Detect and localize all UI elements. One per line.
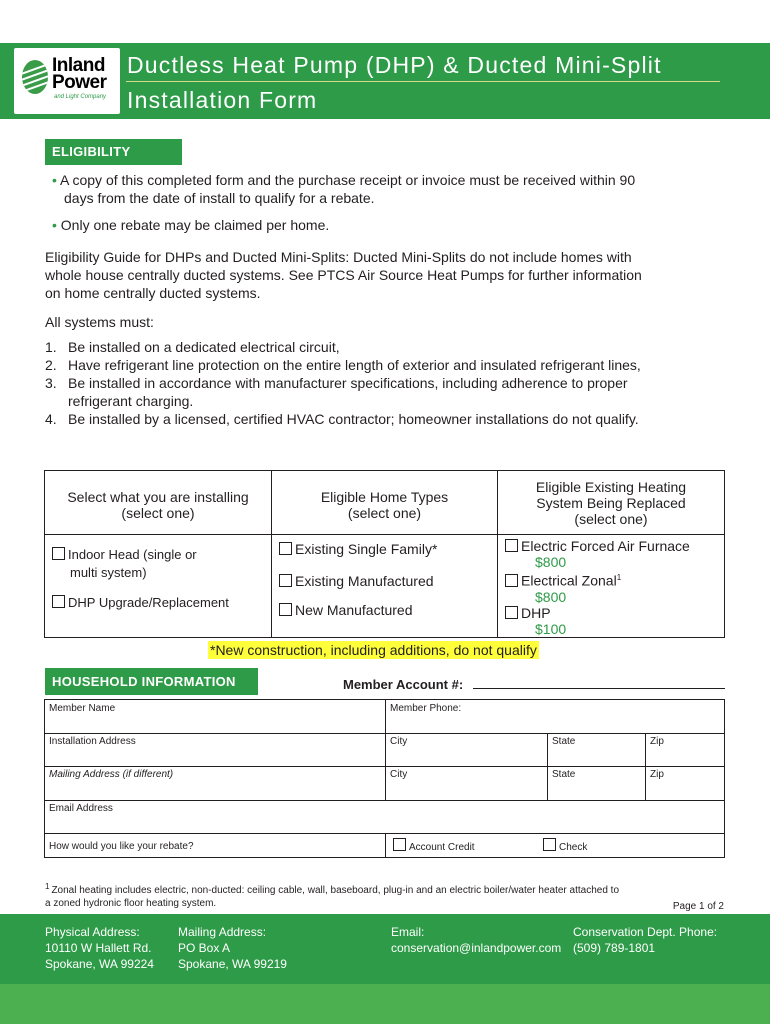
install-city-field[interactable]: City (390, 736, 408, 747)
household-section-label: HOUSEHOLD INFORMATION (45, 668, 258, 695)
requirement-4 (45, 410, 57, 428)
bullet-dot-icon: • (52, 172, 57, 188)
eligibility-bullet-1 (52, 171, 635, 189)
heating-dhp[interactable] (505, 605, 724, 621)
physical-address-label: Physical Address: (45, 925, 140, 939)
logo-text-inland: Inland (52, 55, 105, 76)
option-indoor-head[interactable] (52, 546, 271, 564)
physical-address-block (45, 924, 154, 972)
email-label: Email: (391, 925, 425, 939)
dhp-upgrade-checkbox[interactable] (52, 595, 65, 608)
electrical-zonal-checkbox[interactable] (505, 574, 518, 587)
existing-manufactured-label: Existing Manufactured (295, 573, 434, 589)
mailing-address-block (178, 924, 287, 972)
logo-tagline: and Light Company (54, 94, 107, 100)
home-type-existing-manufactured[interactable] (279, 572, 497, 590)
physical-address-street: 10110 W Hallett Rd. (45, 941, 152, 955)
requirement-3 (45, 374, 57, 392)
mailing-city-field[interactable]: City (390, 769, 408, 780)
footnote-line1: Zonal heating includes electric, non-ducted: ceiling cable, wall, baseboard, plug-in and an electric boiler/water heater attached to (51, 885, 620, 897)
home-type-new-manufactured[interactable] (279, 601, 497, 619)
logo-text-power: Power (52, 72, 107, 93)
member-account-label: Member Account #: (343, 677, 464, 692)
grid-col-divider (645, 733, 646, 800)
requirement-1 (45, 338, 57, 356)
install-state-field[interactable]: State (552, 736, 576, 747)
req-num: 4. (45, 411, 57, 427)
mailing-address-city: Spokane, WA 99219 (178, 957, 287, 971)
electrical-zonal-rebate: $800 (535, 588, 567, 605)
electrical-zonal-label: Electrical Zonal (521, 572, 617, 589)
selection-table-body (45, 535, 725, 638)
phone-block (573, 924, 717, 956)
logo-globe-icon (22, 60, 48, 94)
bullet-dot-icon: • (52, 217, 57, 233)
eligibility-section-label: ELIGIBILITY (45, 139, 182, 165)
heating-systems-cell (498, 535, 725, 638)
home-type-existing-single[interactable] (279, 540, 497, 558)
col3-header-line2: System Being Replaced (536, 495, 686, 511)
requirement-4-text: Be installed by a licensed, certified HVAC contractor; homeowner installations do not qualify. (68, 411, 639, 427)
new-construction-notice: *New construction, including additions, do not qualify (210, 642, 537, 658)
guide-line-1: Eligibility Guide for DHPs and Ducted Mini-Splits: Ducted Mini-Splits do not include homes with (45, 249, 632, 265)
heating-electric-furnace[interactable] (505, 538, 724, 554)
col3-header-line1: Eligible Existing Heating (535, 479, 687, 495)
requirement-2 (45, 356, 57, 374)
bullet-1-line2: days from the date of install to qualify for a rebate. (64, 190, 375, 206)
phone-label: Conservation Dept. Phone: (573, 925, 718, 939)
email-address-field[interactable]: Email Address (49, 803, 113, 814)
req-num: 1. (45, 339, 57, 355)
electric-furnace-rebate: $800 (535, 554, 567, 570)
check-checkbox[interactable] (543, 838, 556, 851)
install-options-cell (45, 535, 272, 638)
indoor-head-label-line2: multi system) (70, 565, 147, 580)
selection-table (44, 470, 725, 638)
title-divider (126, 81, 720, 82)
electric-furnace-label: Electric Forced Air Furnace (521, 538, 690, 554)
col1-header-line2: (select one) (121, 505, 195, 521)
email-block (391, 924, 561, 956)
eligibility-bullet-2 (52, 216, 329, 234)
req-num: 2. (45, 357, 57, 373)
mailing-zip-field[interactable]: Zip (650, 769, 664, 780)
req-num: 3. (45, 375, 57, 391)
col2-header-line2: (select one) (347, 505, 422, 521)
new-manufactured-checkbox[interactable] (279, 603, 292, 616)
option-dhp-upgrade[interactable] (52, 594, 271, 612)
zonal-footnote (45, 880, 619, 910)
footer-strip (0, 984, 770, 1024)
heating-electrical-zonal[interactable] (505, 570, 724, 589)
guide-line-3: on home centrally ducted systems. (45, 285, 261, 301)
inland-power-logo (14, 48, 120, 114)
existing-manufactured-checkbox[interactable] (279, 574, 292, 587)
home-types-cell (272, 535, 498, 638)
requirement-1-text: Be installed on a dedicated electrical circuit, (68, 339, 340, 355)
existing-single-checkbox[interactable] (279, 542, 292, 555)
col-header-home-types (272, 471, 498, 535)
account-credit-option[interactable] (393, 838, 475, 853)
mailing-address-label: Mailing Address: (178, 925, 267, 939)
col-header-heating (498, 471, 725, 535)
footnote-number: 1 (45, 882, 50, 891)
electric-furnace-checkbox[interactable] (505, 539, 518, 552)
footnote-ref: 1 (616, 573, 622, 582)
member-phone-field[interactable]: Member Phone: (390, 703, 462, 714)
dhp-upgrade-label: DHP Upgrade/Replacement (68, 595, 229, 610)
check-label: Check (559, 842, 588, 853)
mailing-state-field[interactable]: State (552, 769, 576, 780)
email-link[interactable]: conservation@inlandpower.com (391, 941, 562, 955)
member-name-field[interactable]: Member Name (49, 703, 116, 714)
grid-col-divider (385, 833, 386, 858)
existing-single-label: Existing Single Family* (295, 541, 438, 557)
phone-number: (509) 789-1801 (573, 941, 656, 955)
form-title-line2: Installation Form (127, 87, 318, 113)
col3-header-line3: (select one) (574, 511, 648, 527)
indoor-head-checkbox[interactable] (52, 547, 65, 560)
installation-address-field[interactable]: Installation Address (49, 736, 136, 747)
requirement-2-text: Have refrigerant line protection on the entire length of exterior and insulated refrigerant lines, (68, 357, 641, 373)
new-manufactured-label: New Manufactured (295, 602, 413, 618)
grid-row-divider (45, 800, 724, 801)
page-number: Page 1 of 2 (672, 901, 724, 912)
grid-col-divider (385, 700, 386, 800)
col2-header-line1: Eligible Home Types (320, 489, 449, 505)
account-credit-checkbox[interactable] (393, 838, 406, 851)
mailing-address-field[interactable] (49, 769, 173, 780)
col1-header-line1: Select what you are installing (67, 489, 249, 505)
member-account-input[interactable] (473, 688, 725, 689)
mailing-address-suffix: (if different) (122, 769, 174, 780)
dhp-label: DHP (521, 604, 551, 621)
dhp-checkbox[interactable] (505, 606, 518, 619)
dhp-rebate: $100 (535, 620, 567, 637)
contact-footer (0, 914, 770, 984)
mailing-address-box: PO Box A (178, 941, 231, 955)
guide-line-2: whole house centrally ducted systems. See PTCS Air Source Heat Pumps for further information (45, 267, 642, 283)
bullet-1-line1: A copy of this completed form and the purchase receipt or invoice must be received within 90 (60, 172, 636, 188)
household-info-grid (44, 699, 725, 858)
selection-table-header (45, 471, 725, 535)
install-zip-field[interactable]: Zip (650, 736, 664, 747)
mailing-address-label: Mailing Address (49, 769, 120, 780)
all-systems-heading: All systems must: (45, 314, 154, 330)
check-option[interactable] (543, 838, 587, 853)
indoor-head-label: Indoor Head (single or (68, 547, 197, 562)
requirement-3-text2: refrigerant charging. (68, 393, 194, 409)
rebate-question-label: How would you like your rebate? (49, 841, 194, 852)
account-credit-label: Account Credit (409, 842, 475, 853)
bullet-2-text: Only one rebate may be claimed per home. (60, 217, 330, 233)
requirement-3-text: Be installed in accordance with manufacturer specifications, including adherence to proper (68, 375, 628, 391)
form-title-line1: Ductless Heat Pump (DHP) & Ducted Mini-Split (127, 52, 662, 78)
col-header-install (45, 471, 272, 535)
physical-address-city: Spokane, WA 99224 (45, 957, 154, 971)
grid-col-divider (547, 733, 548, 800)
footnote-line2: a zoned hydronic floor heating system. (45, 898, 217, 910)
